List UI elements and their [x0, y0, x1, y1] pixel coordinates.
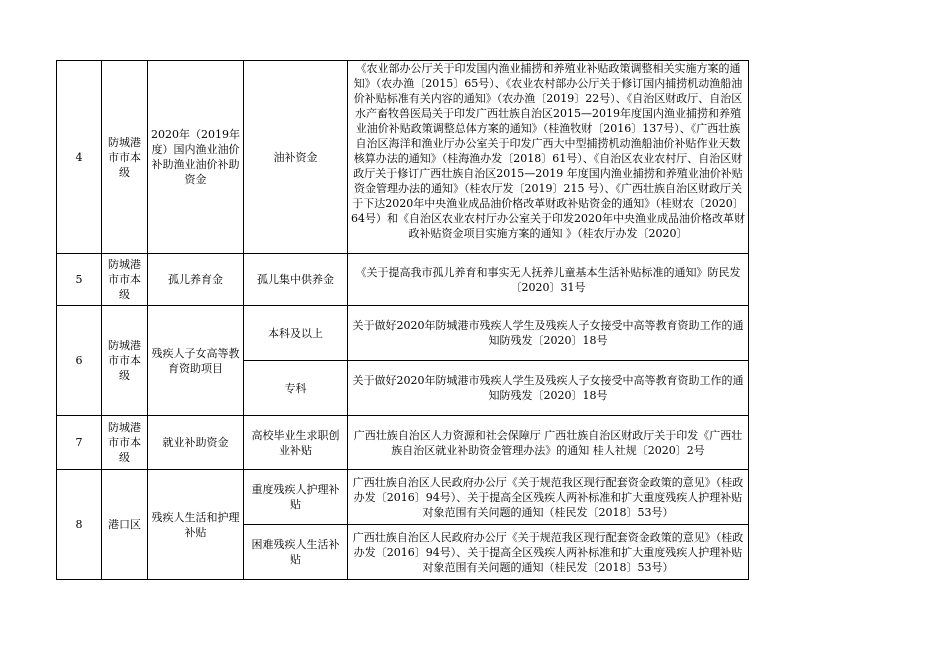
cell-no[interactable]: 5 [57, 254, 102, 306]
cell-subitem[interactable]: 困难残疾人生活补贴 [244, 525, 348, 580]
cell-policy-basis[interactable]: 广西壮族自治区人民政府办公厅《关于规范我区现行配套资金政策的意见》（桂政办发〔2016〕94号）、关于提高全区残疾人两补标准和扩大重度残疾人护理补贴对象范围有关问题的通知（桂民发〔2018〕53号） [348, 470, 749, 525]
cell-region[interactable]: 港口区 [102, 470, 148, 580]
table-row [57, 306, 749, 361]
subsidy-policy-table [56, 60, 749, 580]
cell-project[interactable]: 残疾人子女高等教育资助项目 [148, 306, 244, 416]
cell-no[interactable]: 6 [57, 306, 102, 416]
cell-region[interactable]: 防城港市市本级 [102, 254, 148, 306]
policy-basis-text: 《农业部办公厅关于印发国内渔业捕捞和养殖业补贴政策调整相关实施方案的通知》（农办渔〔2015〕65号）、《农业农村部办公厅关于修订国内捕捞机动渔船油价补贴标准有关内容的通知》（农办渔〔2019〕22号）、《自治区财政厅、自治区水产畜牧兽医局关于印发广西壮族自治区2015—2019年度国内渔业捕捞和养殖业油价补贴政策调整总体方案的通知》（桂渔牧财〔2016〕137号）、《广西壮族自治区海洋和渔业厅办公室关于印发广西大中型捕捞机动渔船油价补贴作业天数核算办法的通知》（桂海渔办发〔2018〕61号）、《自治区农业农村厅、自治区财政厅关于修订广西壮族自治区2015—2019 年度国内渔业捕捞和养殖业油价补贴资金管理办法的通知》（桂农厅发〔2019〕215 号）、《广西壮族自治区财政厅关于下达2020年中央渔业成品油价格改革财政补贴资金的通知》（桂财农〔2020〕64号）和《自治区农业农村厅办公室关于印发2020年中央渔业成品油价格改革财政补贴资金项目实施方案的通知 》（桂农厅办发〔2020〕 [351, 62, 745, 240]
cell-no[interactable]: 8 [57, 470, 102, 580]
cell-project[interactable]: 2020年（2019年度）国内渔业油价补助渔业油价补助资金 [148, 61, 244, 254]
cell-no[interactable]: 4 [57, 61, 102, 254]
table-row [57, 61, 749, 254]
cell-policy-basis[interactable] [348, 61, 749, 254]
cell-region[interactable]: 防城港市市本级 [102, 61, 148, 254]
cell-subitem[interactable]: 高校毕业生求职创业补贴 [244, 416, 348, 470]
cell-policy-basis[interactable]: 广西壮族自治区人民政府办公厅《关于规范我区现行配套资金政策的意见》（桂政办发〔2016〕94号）、关于提高全区残疾人两补标准和扩大重度残疾人护理补贴对象范围有关问题的通知（桂民发〔2018〕53号） [348, 525, 749, 580]
cell-subitem[interactable]: 重度残疾人护理补贴 [244, 470, 348, 525]
cell-subitem[interactable]: 本科及以上 [244, 306, 348, 361]
cell-project[interactable]: 就业补助资金 [148, 416, 244, 470]
cell-policy-basis[interactable]: 广西壮族自治区人力资源和社会保障厅 广西壮族自治区财政厅关于印发《广西壮族自治区就业补助资金管理办法》的通知 桂人社规〔2020〕2号 [348, 416, 749, 470]
cell-project[interactable]: 残疾人生活和护理补贴 [148, 470, 244, 580]
cell-policy-basis[interactable]: 关于做好2020年防城港市残疾人学生及残疾人子女接受中高等教育资助工作的通知防残发〔2020〕18号 [348, 306, 749, 361]
cell-subitem[interactable]: 专科 [244, 361, 348, 416]
table-row [57, 416, 749, 470]
cell-region[interactable]: 防城港市市本级 [102, 416, 148, 470]
cell-policy-basis[interactable]: 关于做好2020年防城港市残疾人学生及残疾人子女接受中高等教育资助工作的通知防残发〔2020〕18号 [348, 361, 749, 416]
table-row [57, 470, 749, 525]
cell-project[interactable]: 孤儿养育金 [148, 254, 244, 306]
cell-subitem[interactable]: 孤儿集中供养金 [244, 254, 348, 306]
cell-policy-basis[interactable]: 《关于提高我市孤儿养育和事实无人抚养儿童基本生活补贴标准的通知》防民发〔2020〕31号 [348, 254, 749, 306]
cell-no[interactable]: 7 [57, 416, 102, 470]
table-row [57, 254, 749, 306]
cell-region[interactable]: 防城港市市本级 [102, 306, 148, 416]
cell-subitem[interactable]: 油补资金 [244, 61, 348, 254]
